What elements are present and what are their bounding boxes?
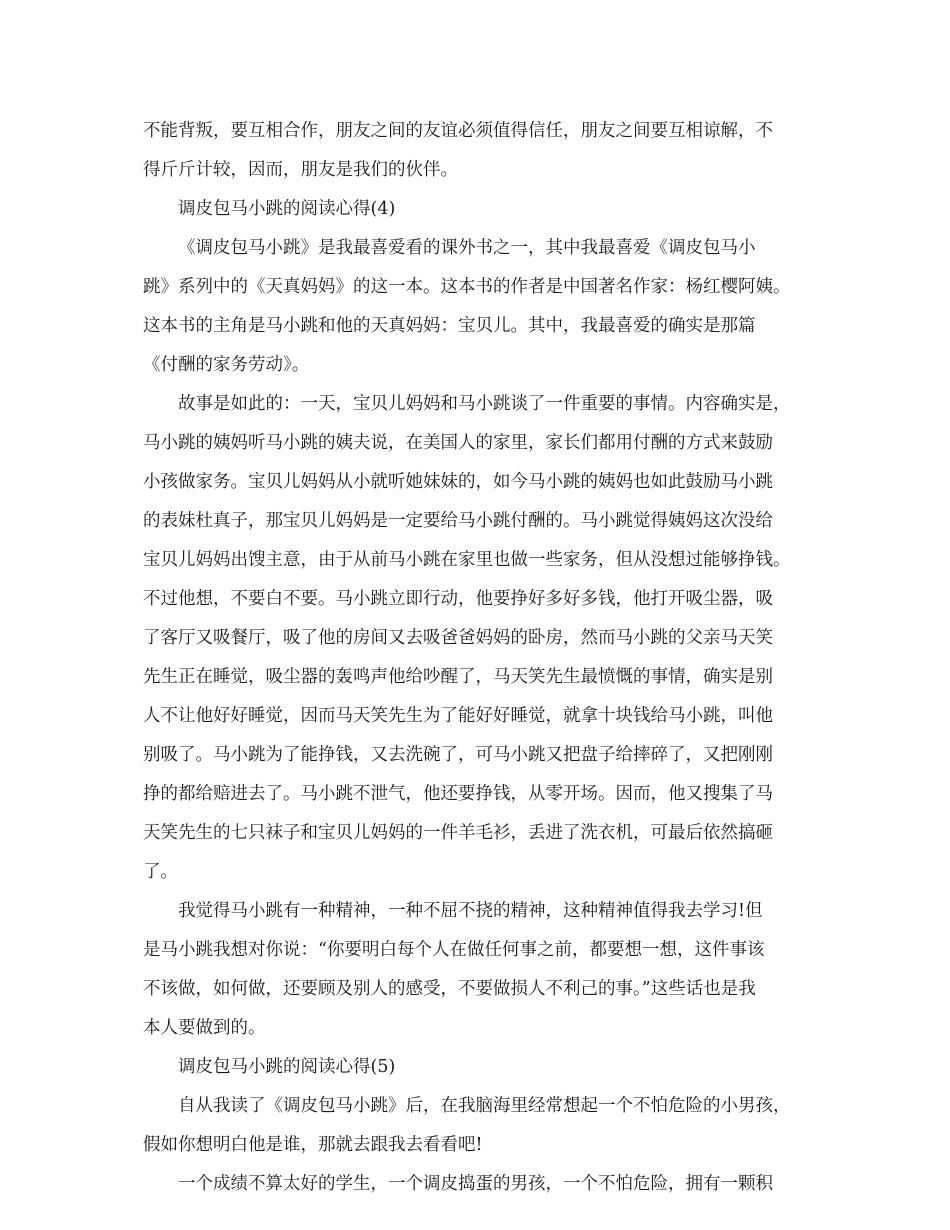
- text-line: 人不让他好好睡觉，因而马天笑先生为了能好好睡觉，就拿十块钱给马小跳，叫他: [143, 706, 773, 726]
- paragraph-start-line: 《调皮包马小跳》是我最喜爱看的课外书之一，其中我最喜爱《调皮包马小: [178, 238, 756, 258]
- text-line: 天笑先生的七只袜子和宝贝儿妈妈的一件羊毛衫，丢进了洗衣机，可最后依然搞砸: [143, 823, 773, 843]
- text-line: 得斤斤计较，因而，朋友是我们的伙伴。: [143, 160, 458, 180]
- text-line: 的表妹杜真子，那宝贝儿妈妈是一定要给马小跳付酬的。马小跳觉得姨妈这次没给: [143, 511, 773, 531]
- paragraph-start-line: 自从我读了《调皮包马小跳》后，在我脑海里经常想起一个不怕危险的小男孩，: [178, 1096, 791, 1116]
- text-line: 马小跳的姨妈听马小跳的姨夫说，在美国人的家里，家长们都用付酬的方式来鼓励: [143, 433, 773, 453]
- text-line: 了。: [143, 862, 178, 882]
- text-line: 不过他想，不要白不要。马小跳立即行动，他要挣好多好多钱，他打开吸尘器，吸: [143, 589, 773, 609]
- section-heading: 调皮包马小跳的阅读心得(5): [178, 1057, 396, 1077]
- paragraph-start-line: 一个成绩不算太好的学生，一个调皮捣蛋的男孩，一个不怕危险，拥有一颗积: [178, 1174, 773, 1194]
- text-line: 跳》系列中的《天真妈妈》的这一本。这本书的作者是中国著名作家：杨红樱阿姨。: [143, 277, 791, 297]
- text-line: 不能背叛，要互相合作，朋友之间的友谊必须值得信任，朋友之间要互相谅解，不: [143, 121, 773, 141]
- text-line: 假如你想明白他是谁，那就去跟我去看看吧!: [143, 1135, 483, 1155]
- text-line: 挣的都给赔进去了。马小跳不泄气，他还要挣钱，从零开场。因而，他又搜集了马: [143, 784, 773, 804]
- text-line: 小孩做家务。宝贝儿妈妈从小就听她妹妹的，如今马小跳的姨妈也如此鼓励马小跳: [143, 472, 773, 492]
- paragraph-start-line: 故事是如此的：一天，宝贝儿妈妈和马小跳谈了一件重要的事情。内容确实是，: [178, 394, 791, 414]
- text-line: 宝贝儿妈妈出馊主意，由于从前马小跳在家里也做一些家务，但从没想过能够挣钱。: [143, 550, 791, 570]
- text-line: 是马小跳我想对你说：“你要明白每个人在做任何事之前，都要想一想，这件事该: [143, 940, 765, 960]
- text-line: 这本书的主角是马小跳和他的天真妈妈：宝贝儿。其中，我最喜爱的确实是那篇: [143, 316, 756, 336]
- text-line: 先生正在睡觉，吸尘器的轰鸣声他给吵醒了，马天笑先生最愤慨的事情，确实是别: [143, 667, 773, 687]
- text-line: 不该做，如何做，还要顾及别人的感受，不要做损人不利己的事。”这些话也是我: [143, 979, 756, 999]
- text-line: 《付酬的家务劳动》。: [143, 355, 310, 375]
- section-heading: 调皮包马小跳的阅读心得(4): [178, 199, 396, 219]
- text-line: 了客厅又吸餐厅，吸了他的房间又去吸爸爸妈妈的卧房，然而马小跳的父亲马天笑: [143, 628, 773, 648]
- text-line: 别吸了。马小跳为了能挣钱，又去洗碗了，可马小跳又把盘子给摔碎了，又把刚刚: [143, 745, 773, 765]
- text-line: 本人要做到的。: [143, 1018, 266, 1038]
- paragraph-start-line: 我觉得马小跳有一种精神，一种不屈不挠的精神，这种精神值得我去学习!但: [178, 901, 763, 921]
